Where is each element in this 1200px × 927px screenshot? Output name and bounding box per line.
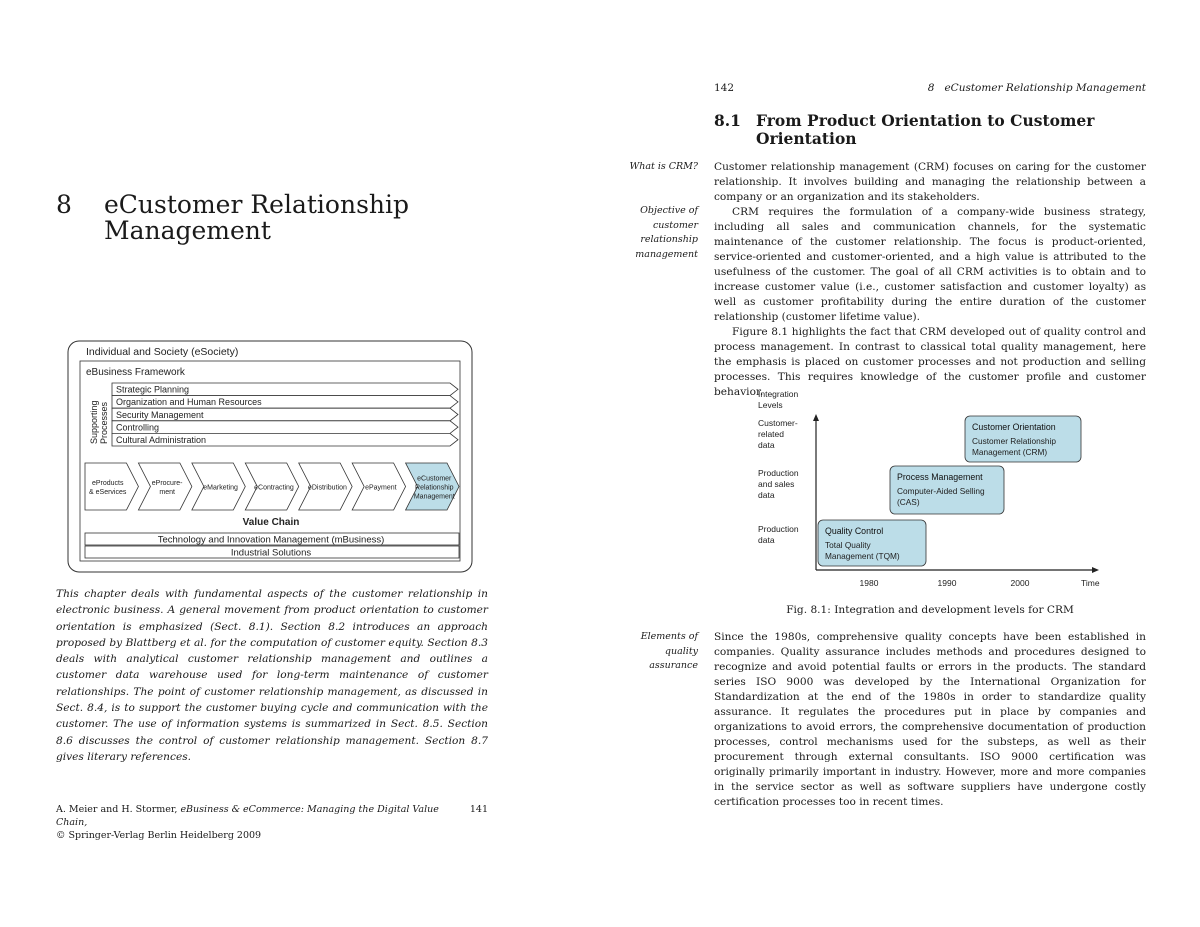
margin-note-line: quality (664, 645, 698, 657)
chart-boxes (818, 416, 1081, 566)
chart-box-text: Customer Relationship (972, 436, 1056, 446)
margin-note-line: assurance (649, 660, 698, 671)
chart-box-text: (CAS) (897, 497, 920, 507)
copyright-footnote (56, 803, 488, 842)
x-axis-label: Time (1081, 578, 1100, 588)
x-tick-label: 1990 (937, 578, 957, 588)
chart-box-title: Customer Orientation (972, 422, 1056, 432)
margin-note-line: Elements of (640, 631, 698, 642)
supporting-process-label: Cultural Administration (116, 435, 207, 445)
paragraph-4: Since the 1980s, comprehensive quality concepts have been established in companies. Quality assurance includes methods and procedures designed to recognize and avoid potential faults or errors in the products. The standard series ISO 9000 was developed by the International Organization for Standardization at the end of the 1980s in order to standardize quality assurance. It regulates the procedures put in place by companies and organizations to avoid errors, the comprehensive documentation of production processes, control mechanisms used for the substeps, as well as their procurement through external consultants. ISO 9000 certification was originally primarily important in industry. However, more and more companies in the service sector as well as software suppliers have undergone costly certification processes too in recent times. (714, 631, 1146, 808)
value-chain-step-label: & eServices (89, 489, 127, 496)
y-level-label: data (758, 535, 775, 545)
value-chain-step-label: eContracting (254, 484, 294, 492)
y-level-label: and sales (758, 479, 795, 489)
supporting-process-arrow (112, 421, 458, 434)
x-tick-label: 1980 (859, 578, 879, 588)
x-tick-labels (860, 578, 1030, 588)
chart-box-text: Total Quality (825, 540, 871, 550)
y-axis-label-1: Integration (758, 389, 799, 399)
footnote-authors: A. Meier and H. Stormer, (56, 804, 181, 815)
ebusiness-framework-figure (66, 340, 476, 575)
margin-note-elements (598, 630, 698, 674)
supporting-process-label: Organization and Human Resources (116, 397, 262, 408)
supporting-processes-label (89, 400, 109, 444)
section-number: 8.1 (714, 111, 741, 130)
chapter-number: 8 (56, 190, 72, 219)
x-axis-arrowhead (1092, 567, 1099, 573)
left-page-number: 141 (469, 804, 488, 815)
paragraph-1: Customer relationship management (CRM) focuses on caring for the customer relationship. It involves building and managing the relationship between a company or an organization and its stakeholders. (714, 161, 1146, 203)
supporting-process-label: Controlling (116, 422, 160, 433)
supporting-process-label: Strategic Planning (116, 384, 190, 395)
esociety-label: Individual and Society (eSociety) (86, 346, 239, 358)
margin-note-line: management (635, 248, 698, 260)
chart-box-title: Process Management (897, 472, 983, 482)
value-chain-step-label: eProcure- (151, 480, 183, 487)
paragraph-2: CRM requires the formulation of a company-wide business strategy, including all sales and communication channels, for the systematic maintenance of the customer relationship. The focus is product-oriented, service-oriented and customer-oriented, and a high value is attributed to the usefulness of the customer. The goal of all CRM activities is to obtain and to increase customer value (i.e., customer satisfaction and customer loyalty) as well as customer profitability during the entire duration of the customer relationship (customer lifetime value). (714, 206, 1146, 323)
y-level-label: data (758, 490, 775, 500)
section-title-text: From Product Orientation to Customer Orientation (756, 111, 1095, 148)
value-chain-step-label: Management (413, 493, 455, 501)
supporting-label-2: Processes (99, 401, 109, 444)
value-chain-step-label: ment (159, 489, 175, 496)
margin-note-what-is-crm (598, 160, 698, 175)
y-level-label: related (758, 429, 784, 439)
figure-caption: Fig. 8.1: Integration and development levels for CRM (786, 604, 1074, 616)
body-text-quality (714, 630, 1146, 810)
value-chain-step-label: eCustomer (417, 475, 452, 483)
y-level-label: Customer- (758, 418, 798, 428)
y-level-labels (758, 418, 799, 545)
value-chain-step-label: eDistribution (307, 484, 347, 492)
margin-note-line: relationship (640, 234, 698, 245)
chart-box-text: Management (CRM) (972, 447, 1048, 457)
chart-box-text: Computer-Aided Selling (897, 486, 985, 496)
right-page (600, 0, 1200, 927)
paragraph-3: Figure 8.1 highlights the fact that CRM developed out of quality control and process management. In contrast to classical total quality management, here the emphasis is placed on customer processes and not production and selling processes. This requires knowledge of the customer profile and customer behavior. (714, 326, 1146, 398)
footnote-book-title: eBusiness & eCommerce: Managing the Digital Value Chain, (56, 804, 439, 828)
running-header (714, 82, 1146, 94)
y-level-label: Production (758, 524, 799, 534)
value-chain-step-label: eProducts (91, 480, 124, 487)
body-text-intro (714, 160, 1146, 400)
supporting-process-label: Security Management (116, 409, 204, 420)
margin-note-objective (598, 204, 698, 262)
supporting-label-1: Supporting (89, 400, 99, 444)
y-level-label: Production (758, 468, 799, 478)
y-axis-label-2: Levels (758, 400, 783, 410)
running-header-title: 8 eCustomer Relationship Management (927, 82, 1146, 94)
value-chain-step-label: ePayment (365, 484, 397, 492)
footnote-copyright: © Springer-Verlag Berlin Heidelberg 2009 (56, 830, 262, 841)
margin-note-line: Objective of (640, 205, 698, 216)
ebusiness-framework-label: eBusiness Framework (86, 367, 185, 378)
right-page-number: 142 (714, 82, 735, 94)
value-chain-label: Value Chain (242, 517, 300, 528)
chart-box-text: Management (TQM) (825, 551, 900, 561)
margin-note-line: customer (652, 219, 698, 231)
industrial-label: Industrial Solutions (230, 547, 312, 559)
chart-box-title: Quality Control (825, 526, 884, 536)
technology-label: Technology and Innovation Management (mBusiness) (157, 534, 385, 546)
crm-integration-chart (754, 384, 1114, 592)
value-chain-step-label: Relationship (415, 484, 454, 492)
chapter-abstract: This chapter deals with fundamental aspects of the customer relationship in electronic business. A general movement from product orientation to customer orientation is emphasized (Sect. 8.1). Section 8.2 introduces an approach proposed by Blattberg et al. for the computation of customer equity. Section 8.3 deals with analytical customer relationship management and outlines a customer data warehouse used for long-term maintenance of customer relationships. The point of customer relationship management, as discussed in Sect. 8.4, is to support the customer buying cycle and communication with the customer. The use of information systems is summarized in Sect. 8.5. Section 8.6 discusses the control of customer relationship management. Section 8.7 gives literary references. (56, 588, 488, 763)
footnote-citation (56, 803, 488, 829)
supporting-process-arrows (112, 383, 458, 446)
y-axis-arrowhead (813, 414, 819, 421)
value-chain-step-label: eMarketing (203, 484, 238, 492)
y-level-label: data (758, 440, 775, 450)
margin-note-line: What is CRM? (629, 161, 698, 172)
x-tick-label: 2000 (1010, 578, 1030, 588)
chapter-title-text: eCustomer Relationship Management (104, 190, 409, 245)
